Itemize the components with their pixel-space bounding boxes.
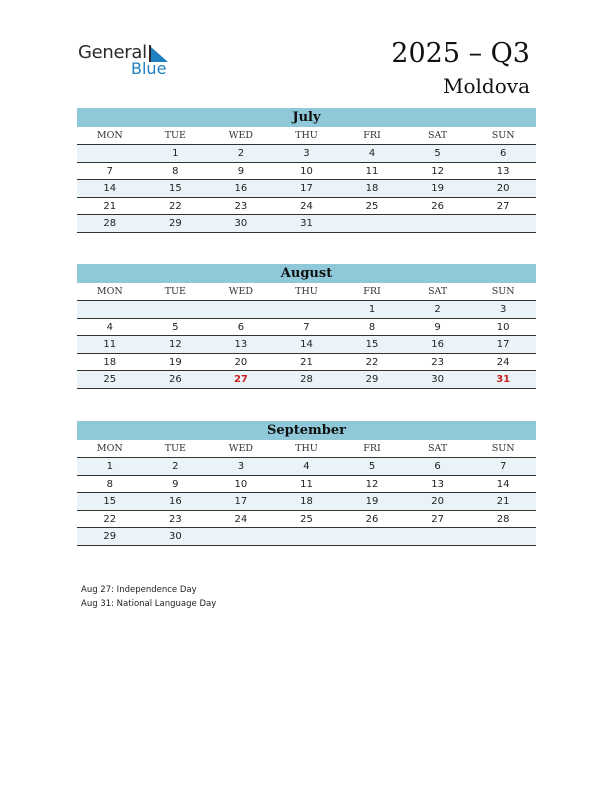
day-cell: 29 (168, 218, 182, 229)
day-cell: 27 (496, 200, 510, 212)
day-cell: 12 (168, 339, 182, 350)
holiday-note: Aug 31: National Language Day (81, 599, 217, 609)
day-cell: 5 (368, 461, 376, 472)
day-cell: 7 (499, 461, 507, 472)
day-cell (208, 528, 274, 545)
day-cell: 23 (168, 513, 182, 525)
day-cell: 11 (103, 339, 117, 350)
day-cell: 23 (431, 356, 444, 368)
day-cell (77, 145, 143, 162)
weekday-header-row (77, 440, 536, 458)
day-cell: 25 (103, 374, 117, 385)
weekday-label: SAT (428, 130, 448, 141)
weekday-label: SUN (491, 130, 515, 141)
day-cell: 16 (168, 496, 182, 507)
month-calendar-august (77, 264, 536, 389)
day-cell: 26 (431, 200, 444, 212)
day-cell: 24 (300, 200, 313, 212)
week-row (77, 336, 536, 354)
day-cell: 13 (234, 339, 248, 350)
weekday-label: TUE (164, 130, 186, 141)
day-cell: 24 (234, 513, 248, 525)
day-cell: 15 (168, 183, 182, 194)
day-cell: 3 (237, 461, 245, 472)
day-cell (405, 215, 471, 232)
day-cell: 10 (234, 478, 248, 490)
day-cell: 19 (365, 496, 379, 507)
day-cell: 9 (237, 165, 245, 177)
day-cell: 11 (365, 165, 379, 177)
day-cell: 6 (237, 321, 245, 333)
weekday-header-row (77, 283, 536, 301)
day-cell: 7 (106, 165, 113, 177)
day-cell (143, 301, 209, 318)
day-cell (470, 215, 536, 232)
day-cell: 26 (365, 513, 379, 525)
weekday-label: THU (295, 443, 318, 454)
day-cell: 16 (234, 183, 248, 194)
day-cell: 31 (300, 218, 313, 229)
weekday-label: MON (96, 286, 123, 297)
day-cell: 29 (365, 374, 379, 385)
weekday-label: TUE (164, 286, 186, 297)
day-cell: 15 (103, 496, 117, 507)
day-cell (405, 528, 471, 545)
day-cell: 5 (172, 321, 179, 333)
weekday-label: FRI (363, 286, 381, 297)
day-cell: 21 (300, 356, 313, 368)
day-cell: 20 (234, 356, 248, 368)
day-cell: 14 (300, 339, 313, 350)
weekday-label: SAT (428, 443, 448, 454)
week-row (77, 371, 536, 389)
day-cell (274, 528, 340, 545)
day-cell: 25 (300, 513, 313, 525)
day-cell: 22 (168, 200, 182, 212)
day-cell: 10 (496, 321, 510, 333)
week-row (77, 354, 536, 372)
day-cell (339, 215, 405, 232)
day-cell: 9 (172, 478, 179, 490)
day-cell: 18 (103, 356, 117, 368)
day-cell: 24 (496, 356, 510, 368)
day-cell (339, 528, 405, 545)
day-cell: 8 (106, 478, 113, 490)
month-title: July (77, 108, 536, 127)
week-row (77, 493, 536, 511)
day-cell: 13 (431, 478, 444, 490)
day-cell (208, 301, 274, 318)
day-cell: 2 (172, 461, 179, 472)
weekday-label: THU (295, 130, 318, 141)
day-cell: 6 (434, 461, 441, 472)
month-calendar-september (77, 421, 536, 546)
day-cell: 14 (496, 478, 510, 490)
day-cell: 21 (496, 496, 510, 507)
day-cell: 17 (300, 183, 313, 194)
month-calendar-july (77, 108, 536, 233)
day-cell: 13 (496, 165, 510, 177)
week-row (77, 511, 536, 529)
day-cell: 2 (434, 304, 441, 315)
day-cell: 20 (496, 183, 510, 194)
week-row (77, 319, 536, 337)
day-cell: 17 (496, 339, 510, 350)
day-cell (274, 301, 340, 318)
day-cell: 26 (168, 374, 182, 385)
day-cell: 14 (103, 183, 117, 194)
weekday-label: WED (228, 130, 254, 141)
week-row (77, 215, 536, 233)
day-cell: 19 (168, 356, 182, 368)
day-cell: 6 (499, 148, 507, 159)
day-cell: 17 (234, 496, 248, 507)
day-cell: 25 (365, 200, 379, 212)
day-cell: 12 (365, 478, 379, 490)
week-row (77, 528, 536, 546)
day-cell (77, 301, 143, 318)
weekday-label: WED (228, 443, 254, 454)
day-cell: 27 (431, 513, 444, 525)
day-cell: 1 (368, 304, 376, 315)
day-cell: 29 (103, 531, 117, 542)
country-name: Moldova (443, 74, 530, 98)
generalblue-logo (78, 40, 188, 80)
day-cell: 9 (434, 321, 441, 333)
holiday-note: Aug 27: Independence Day (81, 585, 197, 595)
day-cell: 7 (303, 321, 310, 333)
day-cell: 3 (303, 148, 310, 159)
day-cell: 15 (365, 339, 379, 350)
day-cell: 22 (365, 356, 379, 368)
weekday-header-row (77, 127, 536, 145)
day-cell: 22 (103, 513, 117, 525)
day-cell: 8 (368, 321, 376, 333)
day-cell: 4 (106, 321, 113, 333)
day-cell: 23 (234, 200, 248, 212)
day-cell: 30 (431, 374, 444, 385)
weekday-label: FRI (363, 130, 381, 141)
day-cell: 2 (237, 148, 245, 159)
month-title: August (77, 264, 536, 283)
week-row (77, 163, 536, 181)
week-row (77, 145, 536, 163)
day-cell: 16 (431, 339, 444, 350)
week-row (77, 301, 536, 319)
day-cell: 1 (106, 461, 113, 472)
day-cell: 8 (172, 165, 179, 177)
day-cell: 1 (172, 148, 179, 159)
weekday-label: MON (96, 130, 123, 141)
day-cell: 4 (368, 148, 376, 159)
day-cell: 12 (431, 165, 444, 177)
week-row (77, 476, 536, 494)
day-cell: 18 (365, 183, 379, 194)
weekday-label: SUN (491, 286, 515, 297)
logo-text-general: General (78, 42, 147, 63)
weekday-label: WED (228, 286, 254, 297)
day-cell: 3 (499, 304, 507, 315)
day-cell: 30 (234, 218, 248, 229)
day-cell: 20 (431, 496, 444, 507)
holiday-notes (81, 583, 216, 611)
day-cell: 28 (300, 374, 313, 385)
weekday-label: THU (295, 286, 318, 297)
weekday-label: SUN (491, 443, 515, 454)
day-cell: 5 (434, 148, 441, 159)
day-cell: 4 (303, 461, 310, 472)
day-cell: 11 (300, 478, 313, 490)
holiday-day-cell: 31 (496, 374, 511, 385)
day-cell: 19 (431, 183, 444, 194)
day-cell: 10 (300, 165, 313, 177)
day-cell: 18 (300, 496, 313, 507)
week-row (77, 458, 536, 476)
weekday-label: SAT (428, 286, 448, 297)
weekday-label: FRI (363, 443, 381, 454)
day-cell: 30 (168, 531, 182, 542)
day-cell (470, 528, 536, 545)
month-title: September (77, 421, 536, 440)
page-title: 2025 – Q3 (391, 38, 530, 69)
day-cell: 28 (103, 218, 117, 229)
day-cell: 21 (103, 200, 117, 212)
week-row (77, 180, 536, 198)
weekday-label: MON (96, 443, 123, 454)
weekday-label: TUE (164, 443, 186, 454)
day-cell: 28 (496, 513, 510, 525)
holiday-day-cell: 27 (233, 374, 248, 385)
week-row (77, 198, 536, 216)
logo-text-blue: Blue (131, 59, 167, 78)
